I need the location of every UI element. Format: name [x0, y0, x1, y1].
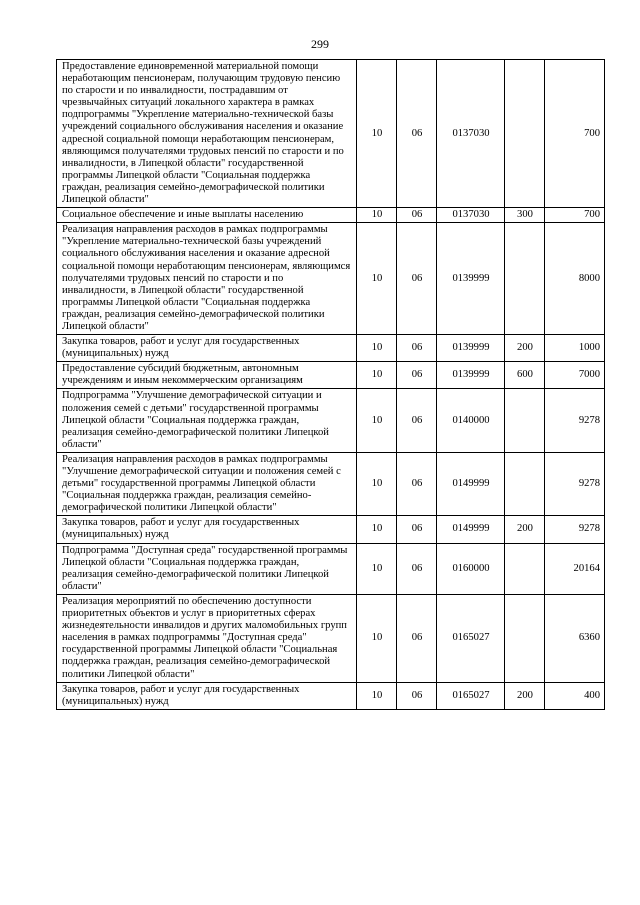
row-razdel: 10: [357, 208, 397, 223]
row-sum: 700: [545, 60, 605, 208]
table-row: [57, 362, 605, 389]
row-razdel: 10: [357, 682, 397, 709]
table-row: [57, 543, 605, 594]
row-target-article: 0137030: [437, 60, 505, 208]
row-podrazdel: 06: [397, 452, 437, 515]
row-razdel: 10: [357, 543, 397, 594]
row-podrazdel: 06: [397, 516, 437, 543]
row-target-article: 0139999: [437, 362, 505, 389]
table-row: [57, 389, 605, 452]
row-target-article: 0139999: [437, 223, 505, 335]
row-expense-type: [505, 452, 545, 515]
row-sum: 400: [545, 682, 605, 709]
row-podrazdel: 06: [397, 223, 437, 335]
row-podrazdel: 06: [397, 362, 437, 389]
row-description: Реализация мероприятий по обеспечению доступности приоритетных объектов и услуг в приоритетных сферах жизнедеятельности инвалидов и других маломобильных групп населения в рамках подпрограммы "Доступная среда" государственной программы Липецкой области "Социальная поддержка граждан, реализация семейно-демографической политики Липецкой области": [57, 594, 357, 682]
row-target-article: 0140000: [437, 389, 505, 452]
row-razdel: 10: [357, 516, 397, 543]
row-razdel: 10: [357, 335, 397, 362]
table-row: [57, 223, 605, 335]
row-sum: 7000: [545, 362, 605, 389]
row-target-article: 0149999: [437, 452, 505, 515]
table-row: [57, 452, 605, 515]
row-sum: 9278: [545, 516, 605, 543]
row-expense-type: [505, 543, 545, 594]
row-podrazdel: 06: [397, 208, 437, 223]
row-podrazdel: 06: [397, 682, 437, 709]
row-description: Закупка товаров, работ и услуг для государственных (муниципальных) нужд: [57, 682, 357, 709]
row-razdel: 10: [357, 594, 397, 682]
row-razdel: 10: [357, 452, 397, 515]
table-row: [57, 682, 605, 709]
row-podrazdel: 06: [397, 335, 437, 362]
row-description: Подпрограмма "Улучшение демографической ситуации и положения семей с детьми" государственной программы Липецкой области "Социальная поддержка граждан, реализация семейно-демографической политики Липецкой области": [57, 389, 357, 452]
row-razdel: 10: [357, 223, 397, 335]
table-row: [57, 594, 605, 682]
row-expense-type: [505, 60, 545, 208]
row-sum: 6360: [545, 594, 605, 682]
row-description: Закупка товаров, работ и услуг для государственных (муниципальных) нужд: [57, 335, 357, 362]
row-expense-type: 600: [505, 362, 545, 389]
row-target-article: 0137030: [437, 208, 505, 223]
row-expense-type: [505, 223, 545, 335]
row-sum: 9278: [545, 452, 605, 515]
row-target-article: 0165027: [437, 594, 505, 682]
row-description: Закупка товаров, работ и услуг для государственных (муниципальных) нужд: [57, 516, 357, 543]
row-sum: 700: [545, 208, 605, 223]
table-row: [57, 335, 605, 362]
row-expense-type: 200: [505, 682, 545, 709]
row-target-article: 0165027: [437, 682, 505, 709]
row-expense-type: [505, 594, 545, 682]
row-podrazdel: 06: [397, 594, 437, 682]
row-description: Предоставление субсидий бюджетным, автономным учреждениям и иным некоммерческим организациям: [57, 362, 357, 389]
row-razdel: 10: [357, 362, 397, 389]
row-sum: 9278: [545, 389, 605, 452]
row-sum: 1000: [545, 335, 605, 362]
budget-table-body: [57, 60, 605, 710]
table-row: [57, 208, 605, 223]
row-description: Предоставление единовременной материальной помощи неработающим пенсионерам, получающим трудовую пенсию по старости и по инвалидности, пострадавшим от чрезвычайных ситуаций локального характера в рамках подпрограммы "Укрепление материально-технической базы учреждений социального обслуживания населения и оказание адресной социальной помощи неработающим пенсионерам, являющимся получателями трудовых пенсий по старости и по инвалидности, в Липецкой области" государственной программы Липецкой области "Социальная поддержка граждан, реализация семейно-демографической политики Липецкой области": [57, 60, 357, 208]
row-podrazdel: 06: [397, 389, 437, 452]
row-razdel: 10: [357, 60, 397, 208]
row-target-article: 0149999: [437, 516, 505, 543]
row-expense-type: [505, 389, 545, 452]
row-sum: 8000: [545, 223, 605, 335]
row-expense-type: 300: [505, 208, 545, 223]
row-sum: 20164: [545, 543, 605, 594]
row-description: Реализация направления расходов в рамках подпрограммы "Укрепление материально-технической базы учреждений социального обслуживания населения и оказание адресной социальной помощи неработающим пенсионерам, являющимся получателями трудовых пенсий по старости и по инвалидности, в Липецкой области" государственной программы Липецкой области "Социальная поддержка граждан, реализация семейно-демографической политики Липецкой области": [57, 223, 357, 335]
row-razdel: 10: [357, 389, 397, 452]
row-target-article: 0160000: [437, 543, 505, 594]
table-row: [57, 60, 605, 208]
row-podrazdel: 06: [397, 60, 437, 208]
row-description: Социальное обеспечение и иные выплаты населению: [57, 208, 357, 223]
row-podrazdel: 06: [397, 543, 437, 594]
page-number: 299: [311, 37, 329, 51]
row-description: Реализация направления расходов в рамках подпрограммы "Улучшение демографической ситуации и положения семей с детьми" государственной программы Липецкой области "Социальная поддержка граждан, реализация семейно-демографической политики Липецкой области": [57, 452, 357, 515]
row-expense-type: 200: [505, 516, 545, 543]
row-expense-type: 200: [505, 335, 545, 362]
row-description: Подпрограмма "Доступная среда" государственной программы Липецкой области "Социальная поддержка граждан, реализация семейно-демографической политики Липецкой области": [57, 543, 357, 594]
row-target-article: 0139999: [437, 335, 505, 362]
budget-table: [56, 59, 605, 710]
table-row: [57, 516, 605, 543]
